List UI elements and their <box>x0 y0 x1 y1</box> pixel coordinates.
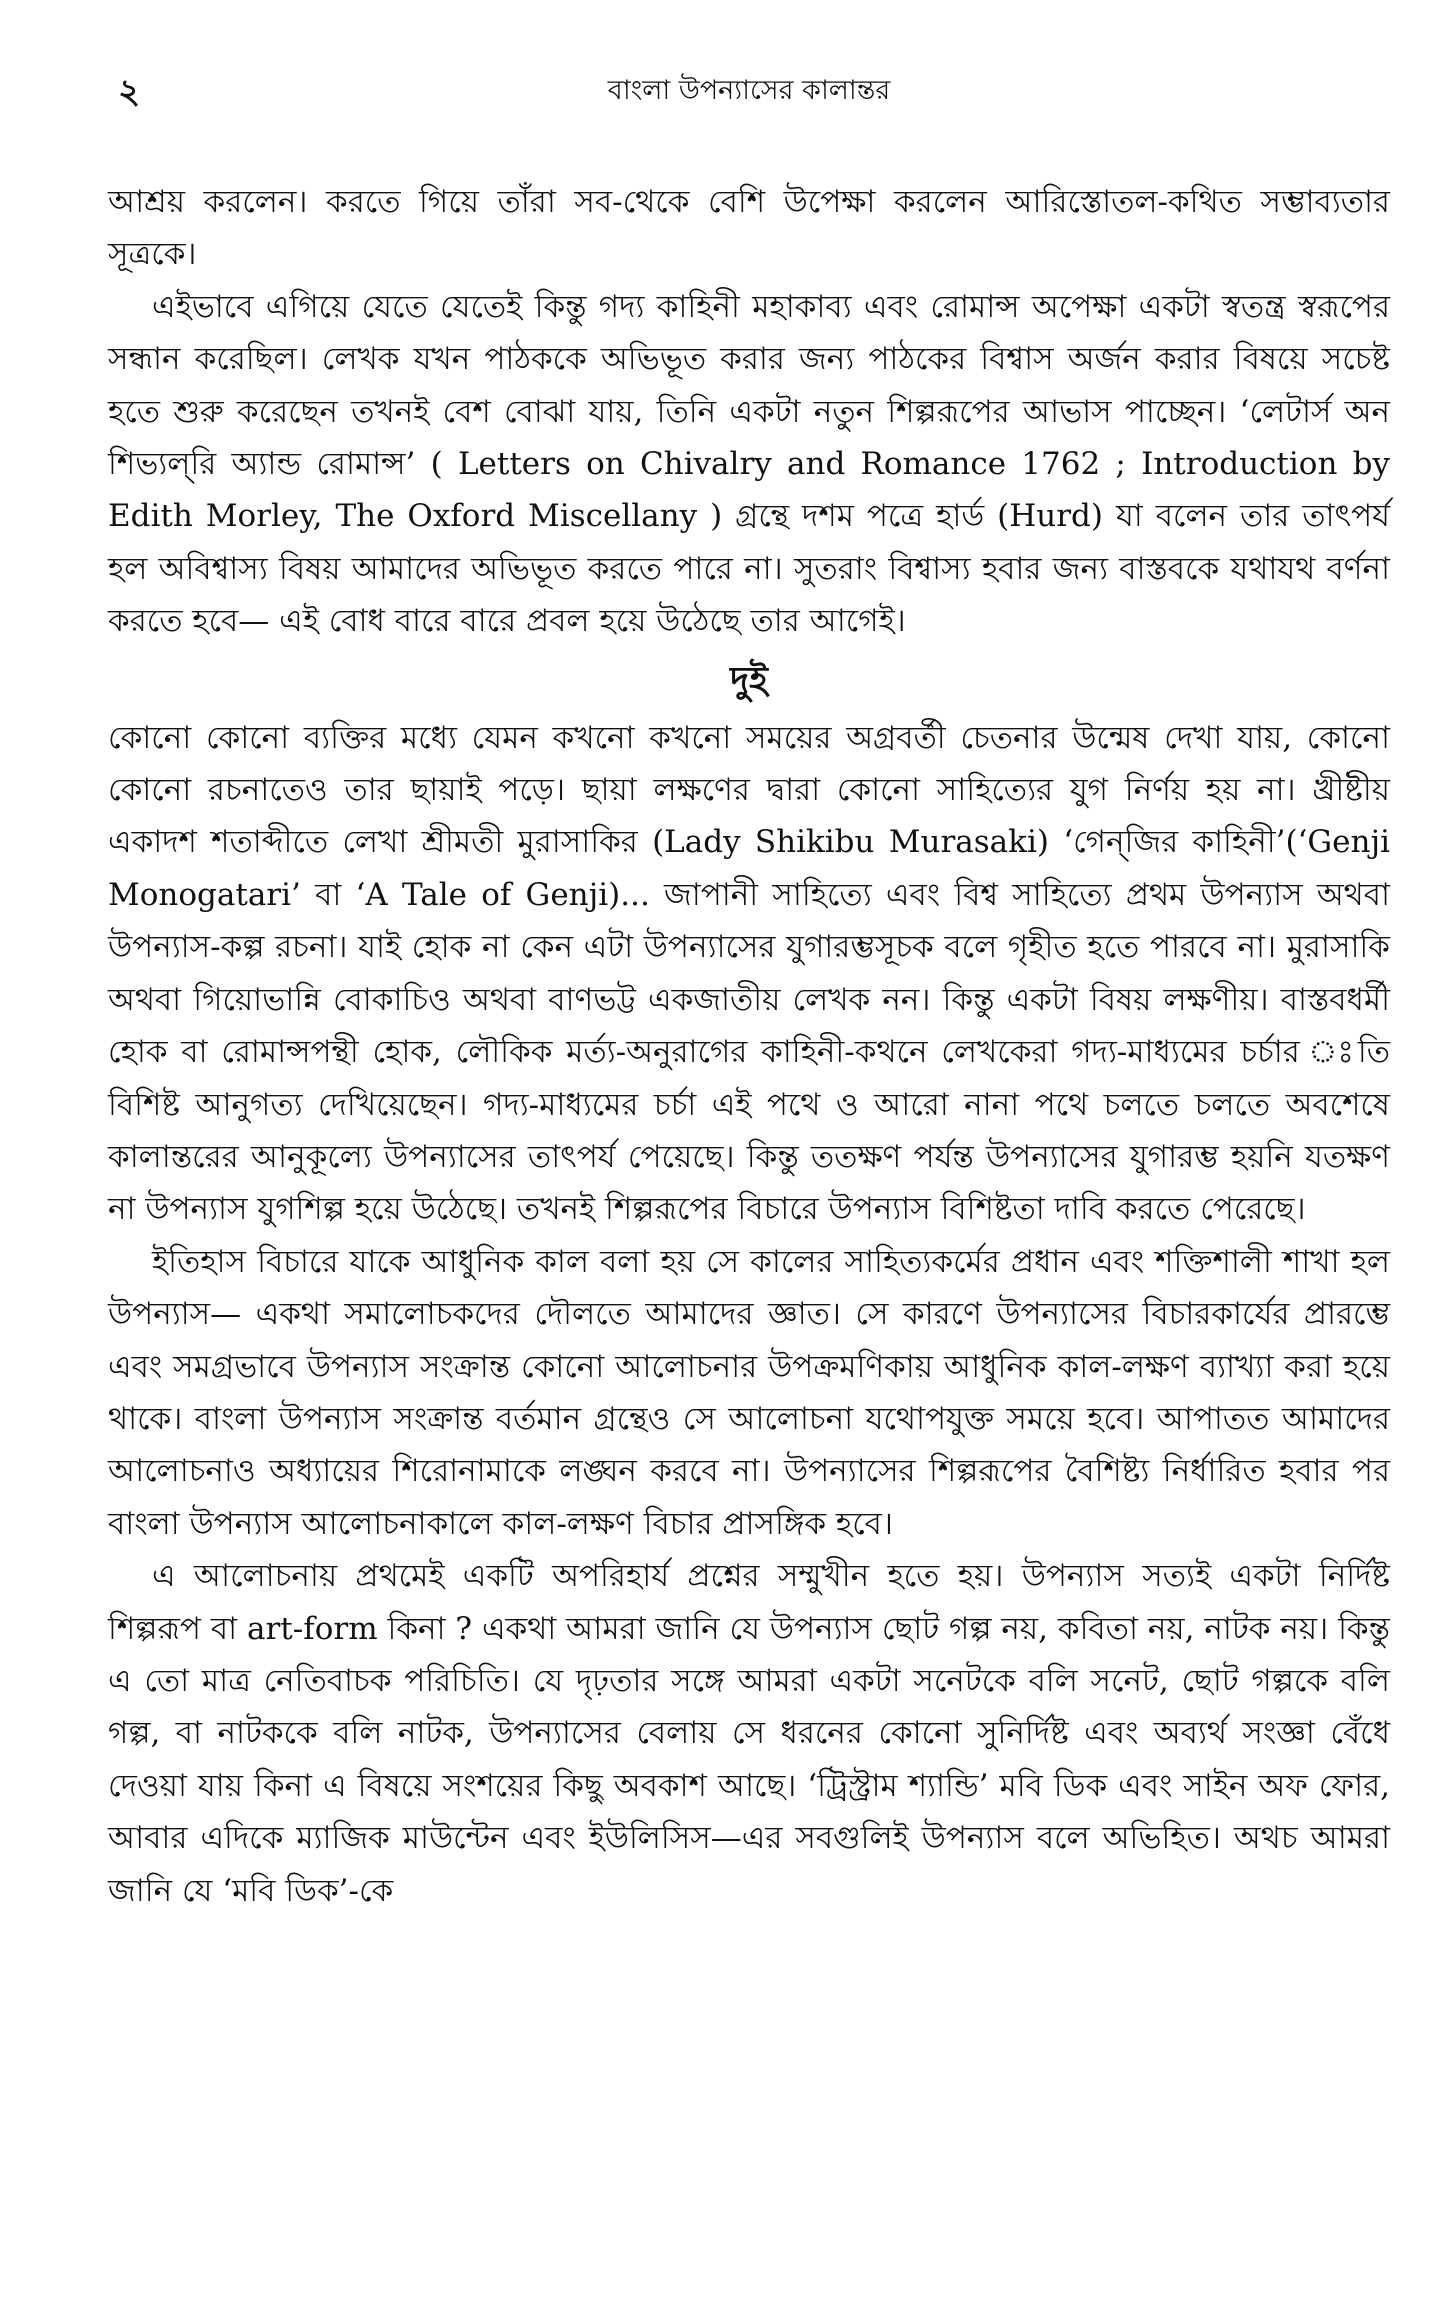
page-number: ২ <box>118 72 141 112</box>
section-heading: দুই <box>730 658 768 701</box>
paragraph-4: ইতিহাস বিচারে যাকে আধুনিক কাল বলা হয় সে কালের সাহিত্যকর্মের প্রধান এবং শক্তিশালী শাখা হল উপন্যাস— একথা সমালোচকদের দৌলতে আমাদের জ্ঞাত। সে কারণে উপন্যাসের বিচারকার্যের প্রারম্ভে এবং সমগ্রভাবে উপন্যাস সংক্রান্ত কোনো আলোচনার উপক্রমণিকায় আধুনিক কাল-লক্ষণ ব্যাখ্যা করা হয়ে থাকে। বাংলা উপন্যাস সংক্রান্ত বর্তমান গ্রন্থেও সে আলোচনা যথোপযুক্ত সময়ে হবে। আপাতত আমাদের আলোচনাও অধ্যায়ের শিরোনামাকে লঙ্ঘন করবে না। উপন্যাসের শিল্পরূপের বৈশিষ্ট্য নির্ধারিত হবার পর বাংলা উপন্যাস আলোচনাকালে কাল-লক্ষণ বিচার প্রাসঙ্গিক হবে। <box>108 1243 1390 1542</box>
paragraph-2: এইভাবে এগিয়ে যেতে যেতেই কিন্তু গদ্য কাহিনী মহাকাব্য এবং রোমান্স অপেক্ষা একটা স্বতন্ত্র স্বরূপের সন্ধান করেছিল। লেখক যখন পাঠককে অভিভূত করার জন্য পাঠকের বিশ্বাস অর্জন করার বিষয়ে সচেষ্ট হতে শুরু করেছেন তখনই বেশ বোঝা যায়, তিনি একটা নতুন শিল্পরূপের আভাস পাচ্ছেন। ‘লেটার্স অন শিভ্যল্‌রি অ্যান্ড রোমান্স’ ( Letters on Chivalry and Romance 1762 ; Introduction by Edith Morley, The Oxford Miscellany ) গ্রন্থে দশম পত্রে হার্ড (Hurd) যা বলেন তার তাৎপর্য হল অবিশ্বাস্য বিষয় আমাদের অভিভূত করতে পারে না। সুতরাং বিশ্বাস্য হবার জন্য বাস্তবকে যথাযথ বর্ণনা করতে হবে— এই বোধ বারে বারে প্রবল হয়ে উঠেছে তার আগেই। <box>108 288 1390 640</box>
book-title: বাংলা উপন্যাসের কালান্তর <box>607 75 891 106</box>
running-head <box>108 66 1390 112</box>
paragraph-3: কোনো কোনো ব্যক্তির মধ্যে যেমন কখনো কখনো সময়ের অগ্রবর্তী চেতনার উন্মেষ দেখা যায়, কোনো কোনো রচনাতেও তার ছায়াই পড়ে। ছায়া লক্ষণের দ্বারা কোনো সাহিত্যের যুগ নির্ণয় হয় না। খ্রীষ্টীয় একাদশ শতাব্দীতে লেখা শ্রীমতী মুরাসাকির (Lady Shikibu Murasaki) ‘গেন্‌জির কাহিনী’(‘Genji Monogatari’ বা ‘A Tale of Genji)... জাপানী সাহিত্যে এবং বিশ্ব সাহিত্যে প্রথম উপন্যাস অথবা উপন্যাস-কল্প রচনা। যাই হোক না কেন এটা উপন্যাসের যুগারম্ভসূচক বলে গৃহীত হতে পারবে না। মুরাসাকি অথবা গিয়োভান্নি বোকাচিও অথবা বাণভট্ট একজাতীয় লেখক নন। কিন্তু একটা বিষয় লক্ষণীয়। বাস্তবধর্মী হোক বা রোমান্সপন্থী হোক, লৌকিক মর্ত্য-অনুরাগের কাহিনী-কথনে লেখকেরা গদ্য-মাধ্যমের চর্চার ঃতি বিশিষ্ট আনুগত্য দেখিয়েছেন। গদ্য-মাধ্যমের চর্চা এই পথে ও আরো নানা পথে চলতে চলতে অবশেষে কালান্তরের আনুকূল্যে উপন্যাসের তাৎপর্য পেয়েছে। কিন্তু ততক্ষণ পর্যন্ত উপন্যাসের যুগারম্ভ হয়নি যতক্ষণ না উপন্যাস যুগশিল্প হয়ে উঠেছে। তখনই শিল্পরূপের বিচারে উপন্যাস বিশিষ্টতা দাবি করতে পেরেছে। <box>108 719 1390 1228</box>
paragraph-5: এ আলোচনায় প্রথমেই একটি অপরিহার্য প্রশ্নের সম্মুখীন হতে হয়। উপন্যাস সত্যই একটা নির্দিষ্ট শিল্পরূপ বা art-form কিনা ? একথা আমরা জানি যে উপন্যাস ছোট গল্প নয়, কবিতা নয়, নাটক নয়। কিন্তু এ তো মাত্র নেতিবাচক পরিচিতি। যে দৃঢ়তার সঙ্গে আমরা একটা সনেটকে বলি সনেট, ছোট গল্পকে বলি গল্প, বা নাটককে বলি নাটক, উপন্যাসের বেলায় সে ধরনের কোনো সুনির্দিষ্ট এবং অব্যর্থ সংজ্ঞা বেঁধে দেওয়া যায় কিনা এ বিষয়ে সংশয়ের কিছু অবকাশ আছে। ‘ট্রিস্ট্রাম শ্যান্ডি’ মবি ডিক এবং সাইন অফ ফোর, আবার এদিকে ম্যাজিক মাউন্টেন এবং ইউলিসিস—এর সবগুলিই উপন্যাস বলে অভিহিত। অথচ আমরা জানি যে ‘মবি ডিক’-কে <box>108 1558 1390 1909</box>
paragraph-1: আশ্রয় করলেন। করতে গিয়ে তাঁরা সব-থেকে বেশি উপেক্ষা করলেন আরিস্তোতল-কথিত সম্ভাব্যতার সূত্রকে। <box>108 184 1390 273</box>
body-text <box>108 176 1390 1917</box>
